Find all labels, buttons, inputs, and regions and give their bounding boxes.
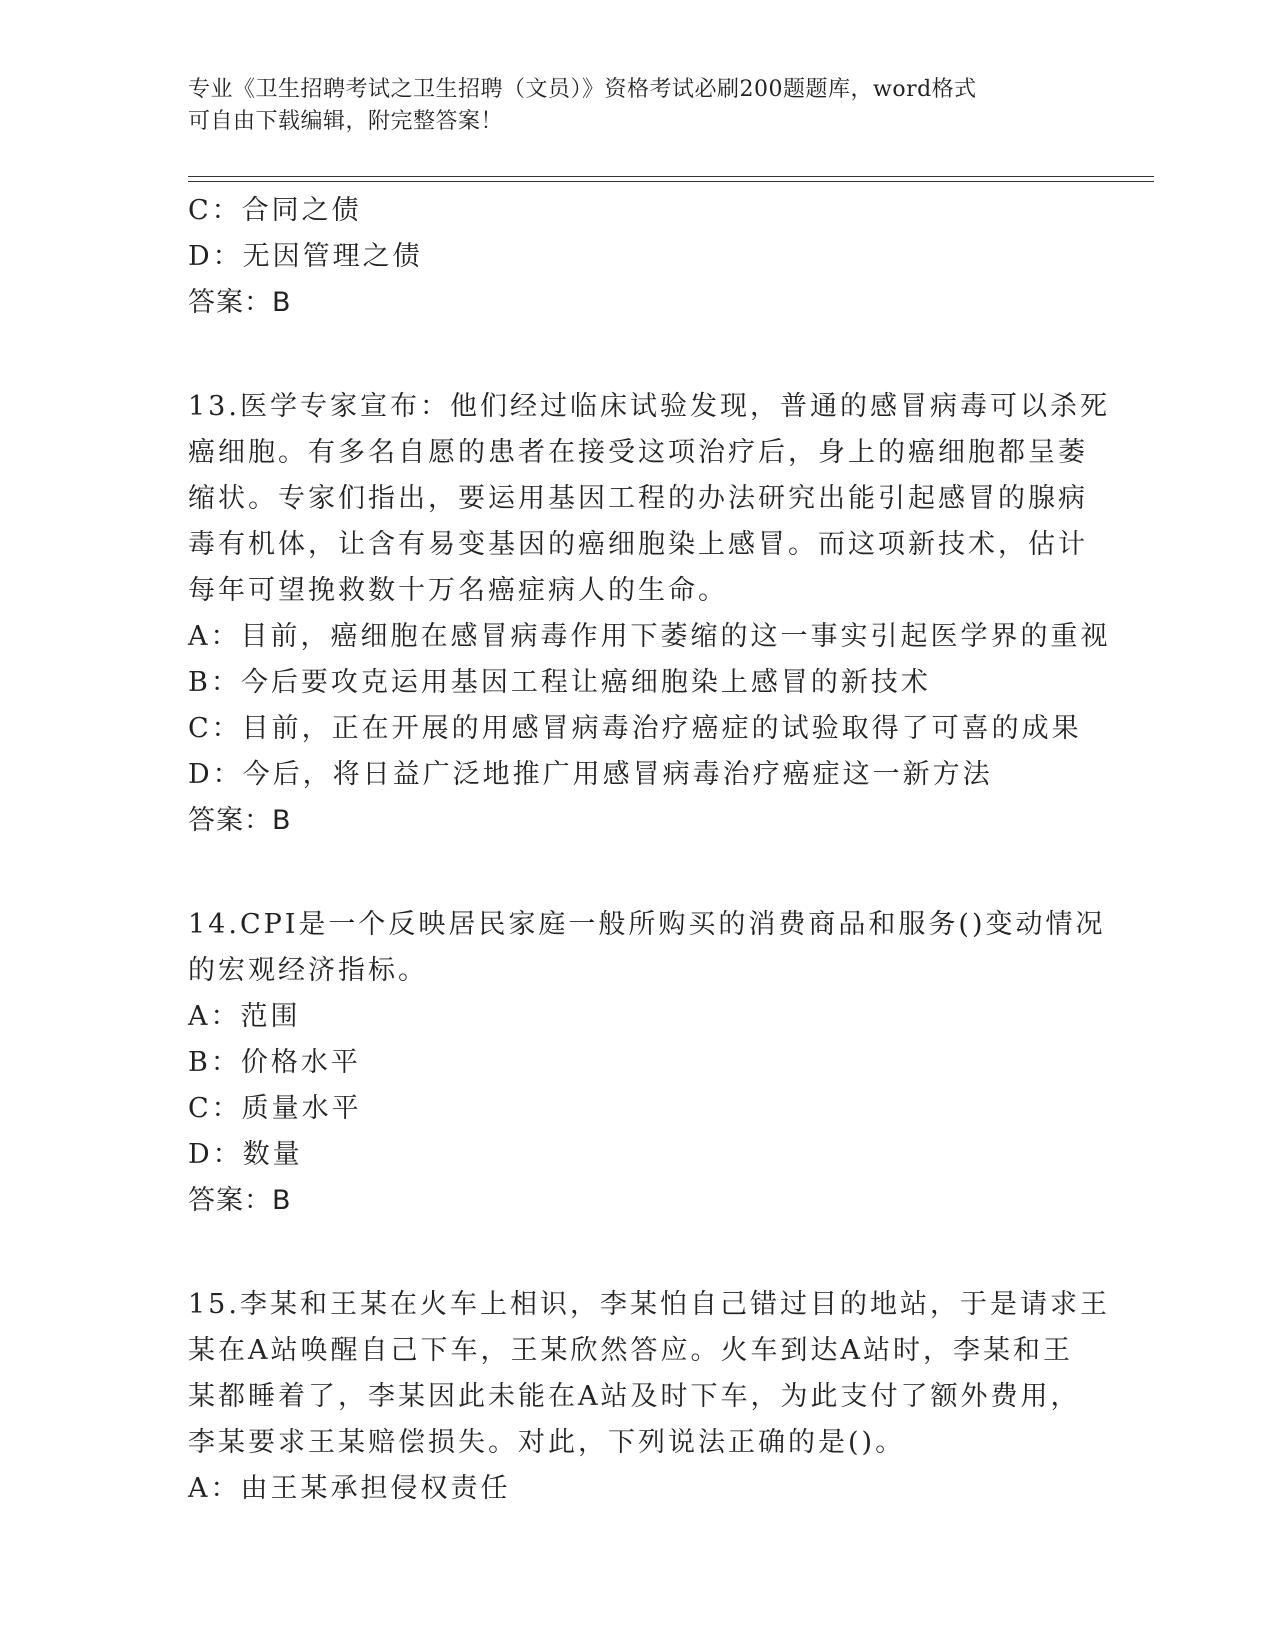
question-stem-line: 14.CPI是一个反映居民家庭一般所购买的消费商品和服务()变动情况 [188, 909, 1106, 940]
header-divider-top [188, 176, 1154, 177]
question-list [188, 188, 1111, 1512]
option-b: B：今后要攻克运用基因工程让癌细胞染上感冒的新技术 [188, 667, 931, 698]
option-c: C：合同之债 [188, 195, 362, 226]
option-c: C：目前，正在开展的用感冒病毒治疗癌症的试验取得了可喜的成果 [188, 713, 1082, 744]
question-stem-line: 某都睡着了，李某因此未能在A站及时下车，为此支付了额外费用， [188, 1381, 1081, 1412]
document-header [188, 74, 1068, 138]
option-d: D：今后，将日益广泛地推广用感冒病毒治疗癌症这一新方法 [188, 759, 993, 790]
option-a: A：范围 [188, 1001, 301, 1032]
answer-line: 答案：B [188, 1185, 292, 1216]
answer-line: 答案：B [188, 287, 292, 318]
question-stem-line: 缩状。专家们指出，要运用基因工程的办法研究出能引起感冒的腺病 [188, 483, 1088, 514]
question-14 [188, 902, 1106, 1224]
question-spacer [188, 1224, 1088, 1282]
answer-line: 答案：B [188, 805, 292, 836]
question-stem-line: 的宏观经济指标。 [188, 955, 428, 986]
question-spacer [188, 326, 1088, 384]
question-stem-line: 李某要求王某赔偿损失。对此，下列说法正确的是()。 [188, 1427, 906, 1458]
option-d: D：数量 [188, 1139, 303, 1170]
question-stem-line: 每年可望挽救数十万名癌症病人的生命。 [188, 575, 728, 606]
question-spacer [188, 844, 1088, 902]
prev-question-tail [188, 188, 1088, 326]
question-stem-line: 13.医学专家宣布：他们经过临床试验发现，普通的感冒病毒可以杀死 [188, 391, 1110, 422]
question-stem-line: 某在A站唤醒自己下车，王某欣然答应。火车到达A站时，李某和王 [188, 1335, 1073, 1366]
option-a: A：目前，癌细胞在感冒病毒作用下萎缩的这一事实引起医学界的重视 [188, 621, 1111, 652]
option-c: C：质量水平 [188, 1093, 362, 1124]
question-13 [188, 384, 1111, 844]
header-divider-bottom [188, 181, 1154, 182]
option-a: A：由王某承担侵权责任 [188, 1473, 511, 1504]
question-stem-line: 毒有机体，让含有易变基因的癌细胞染上感冒。而这项新技术，估计 [188, 529, 1088, 560]
option-b: B：价格水平 [188, 1047, 361, 1078]
question-stem-line: 癌细胞。有多名自愿的患者在接受这项治疗后，身上的癌细胞都呈萎 [188, 437, 1088, 468]
question-stem-line: 15.李某和王某在火车上相识，李某怕自己错过目的地站，于是请求王 [188, 1289, 1110, 1320]
option-d: D：无因管理之债 [188, 241, 423, 272]
question-15 [188, 1282, 1110, 1512]
header-line-1: 专业《卫生招聘考试之卫生招聘（文员）》资格考试必刷200题题库，word格式 [188, 77, 977, 102]
header-line-2: 可自由下载编辑，附完整答案！ [188, 109, 504, 134]
